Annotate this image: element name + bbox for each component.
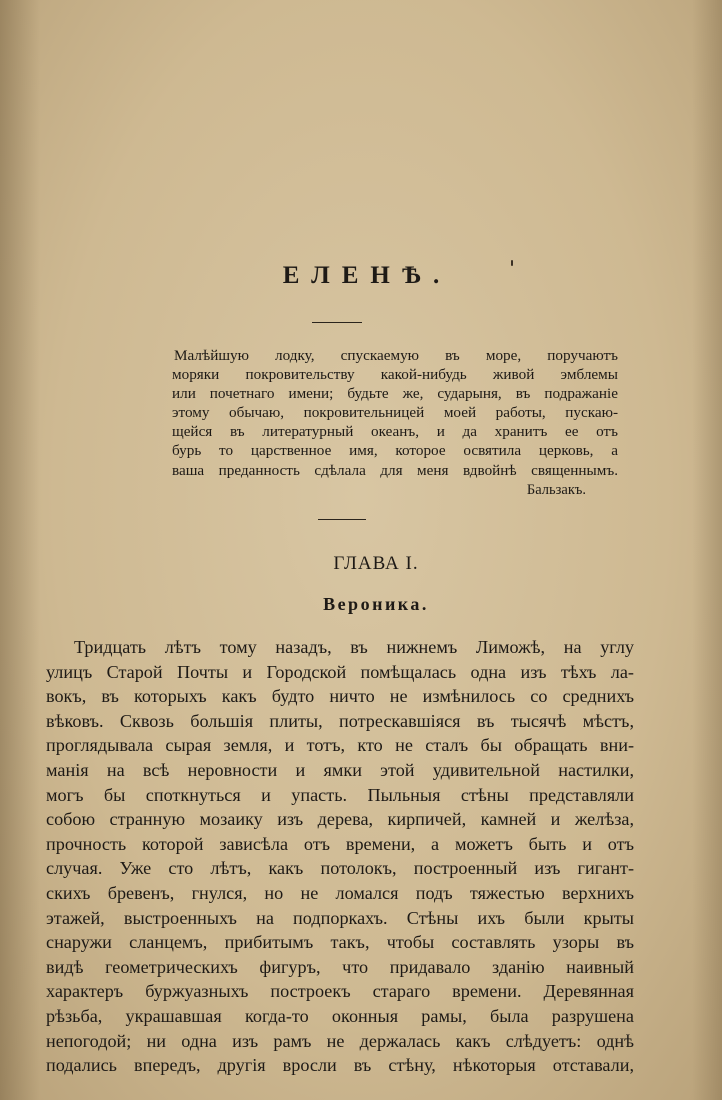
divider-rule-top [312, 322, 362, 323]
body-line: вѣковъ. Сквозь большія плиты, потрескавшіяся въ тысячѣ мѣстъ, [46, 710, 634, 731]
body-line: скихъ бревенъ, гнулся, но не ломался подъ тяжестью верхнихъ [46, 882, 634, 903]
epigraph-line: этому обычаю, покровительницей моей работы, пускаю- [172, 404, 618, 422]
epigraph-line: или почетнаго имени; будьте же, сударыня, въ подражаніе [172, 385, 618, 403]
body-line: проглядывала сырая земля, и тотъ, кто не сталъ бы обращать вни- [46, 735, 634, 756]
chapter-heading: ГЛАВА I. [333, 553, 419, 574]
epigraph-line: Малѣйшую лодку, спускаемую въ море, поручаютъ [174, 347, 618, 364]
body-line: непогодой; ни одна изъ рамъ не держалась какъ слѣдуетъ: однѣ [46, 1030, 634, 1051]
body-line: вокъ, въ которыхъ какъ будто ничто не измѣнилось со среднихъ [46, 686, 634, 707]
body-line: видѣ геометрическихъ фигуръ, что придавало зданію наивный [46, 956, 634, 977]
chapter-title: Вероника. [323, 594, 429, 614]
body-line: могъ бы споткнуться и упасть. Пыльныя стѣны представляли [46, 784, 634, 805]
epigraph-line: щейся въ литературный океанъ, и да хранитъ ее отъ [172, 423, 618, 441]
epigraph-author: Бальзакъ. [526, 481, 586, 498]
body-line: случая. Уже сто лѣтъ, какъ потолокъ, построенный изъ гигант- [46, 858, 634, 879]
epigraph [172, 346, 618, 500]
dedication-title: ЕЛЕНѢ. [282, 262, 452, 289]
body-line: подались впередъ, другія вросли въ стѣну, нѣкоторыя отставали, [46, 1055, 634, 1076]
body-line: собою странную мозаику изъ дерева, кирпичей, камней и желѣза, [46, 809, 634, 830]
body-line: улицъ Старой Почты и Городской помѣщалась одна изъ тѣхъ ла- [46, 661, 634, 682]
body-line: характеръ буржуазныхъ построекъ стараго времени. Деревянная [46, 981, 634, 1002]
body-line: этажей, выстроенныхъ на подпоркахъ. Стѣны ихъ были крыты [46, 907, 634, 928]
divider-rule-bottom [318, 519, 366, 520]
body-line: Тридцать лѣтъ тому назадъ, въ нижнемъ Лиможѣ, на углу [74, 637, 634, 657]
epigraph-line: бурь то царственное имя, которое освятила церковь, а [172, 442, 618, 460]
epigraph-line: ваша преданность сдѣлала для меня вдвойнѣ священнымъ. [172, 461, 618, 479]
epigraph-line: моряки покровительству какой-нибудь живой эмблемы [172, 366, 618, 384]
body-line: прочность которой зависѣла отъ времени, а можетъ быть и отъ [46, 833, 634, 854]
chapter-body [46, 635, 634, 1078]
body-line: манія на всѣ неровности и ямки этой удивительной настилки, [46, 759, 634, 780]
body-line: рѣзьба, украшавшая когда-то оконныя рамы, была разрушена [46, 1005, 634, 1026]
body-line: снаружи сланцемъ, прибитымъ такъ, чтобы составлять узоры въ [46, 932, 634, 953]
